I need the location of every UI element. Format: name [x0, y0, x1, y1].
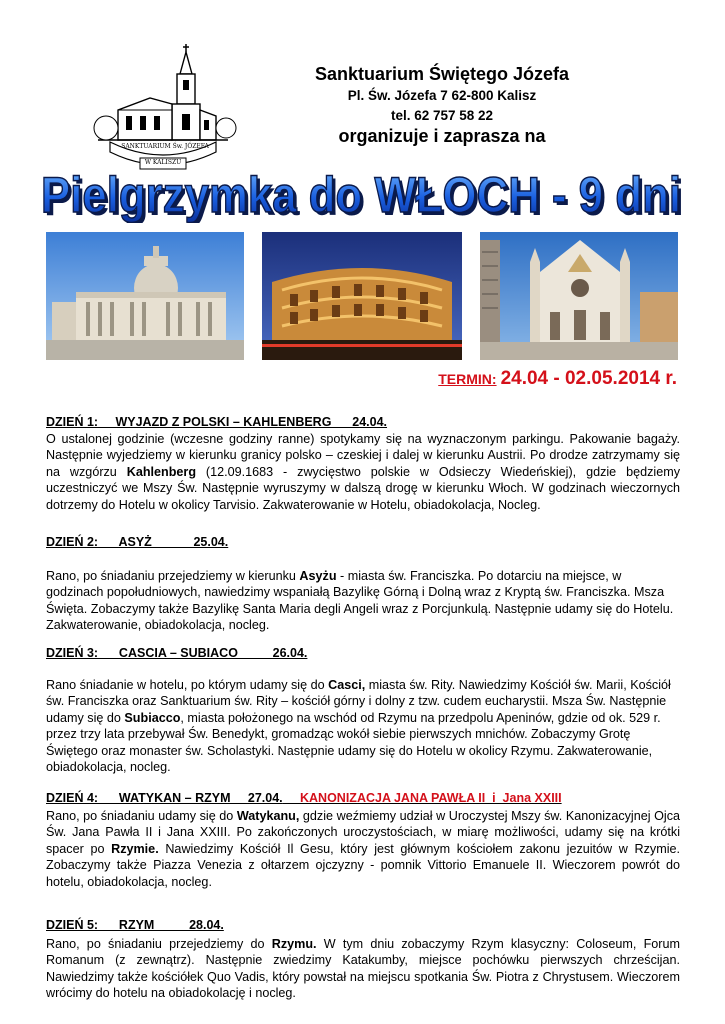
- church-icon: [88, 40, 238, 170]
- sanctuary-phone: tel. 62 757 58 22: [390, 108, 494, 123]
- day-5-heading: DZIEŃ 5: RZYM 28.04.: [46, 918, 224, 932]
- day-2-text: Rano, po śniadaniu przejedziemy w kierunku Asyżu - miasta św. Franciszka. Po dotarciu na miejsce, w godzinach popołudniowych, nawiedzimy wspaniałą Bazylikę Górną i Dolną wraz z Kryptą św. Franciszka. Msza Święta. Zobaczymy także Bazylikę Santa Maria degli Angeli wraz z Porcjunkulą. Następnie udamy się do Hotelu. Zakwaterowanie, obiadokolacja, nocleg.: [46, 569, 674, 633]
- day-3-text: Rano śniadanie w hotelu, po którym udamy się do Casci, miasta św. Rity. Nawiedzimy Kościół św. Marii, Kościół św. Franciszka oraz Sanktuarium św. Rity – kościół górny i dolny z tzw. cudem eucharystii. Msza Św. Następnie udamy się do Subiacco, miasta położonego na wschód od Rzymu na przedpolu Apeninów, gdzie od ok. 529 r. przez trzy lata przebywał Św. Benedykt, gromadząc wokół siebie pierwszych mnichów. Zobaczymy Grotę Świętego oraz monaster św. Scholastyki. Następnie udamy się do Hotelu w okolicy Rzymu. Zakwaterowanie, obiadokolacja, nocleg.: [46, 678, 671, 775]
- day-1-heading: DZIEŃ 1: WYJAZD Z POLSKI – KAHLENBERG 24.04.: [46, 415, 388, 429]
- title-text: Pielgrzymka do WŁOCH - 9 dni: [41, 167, 681, 223]
- st-peters-basilica-photo: [46, 232, 244, 360]
- sanctuary-address: Pl. Św. Józefa 7 62-800 Kalisz: [347, 88, 537, 103]
- siena-cathedral-photo: [480, 232, 678, 360]
- logo-city-text: W KALISZU: [144, 159, 182, 166]
- canonization-label: KANONIZACJA JANA PAWŁA II i Jana XXIII: [300, 791, 562, 805]
- trip-dates: [438, 368, 677, 390]
- termin-value: 24.04 - 02.05.2014 r.: [500, 368, 677, 389]
- day-2-heading: DZIEŃ 2: ASYŻ 25.04.: [46, 535, 229, 549]
- sanctuary-name: Sanktuarium Świętego Józefa: [314, 64, 570, 84]
- day-5-text: Rano, po śniadaniu przejedziemy do Rzymu. W tym dniu zobaczymy Rzym klasyczny: Coloseum, Forum Romanum (z zewnątrz). Następnie zwiedzimy Katakumby, miejsce pochówku pierwszych chrześcijan. Nawiedzimy także kościółek Quo Vadis, który powstał na miejscu spotkania Św. Piotra z Chrystusem. Wieczorem wrócimy do hotelu na obiadokolację i nocleg.: [46, 937, 680, 1001]
- day-4-heading: DZIEŃ 4: WATYKAN – RZYM 27.04. KANONIZACJA JANA PAWŁA II i Jana XXIII: [46, 791, 562, 805]
- termin-label: TERMIN:: [438, 371, 497, 387]
- pilgrimage-title: [30, 165, 695, 223]
- day-1-text: O ustalonej godzinie (wczesne godziny ranne) spotykamy się na wyznaczonym parkingu. Pakowanie bagaży. Następnie wyjedziemy w kierunku granicy polsko – czeskiej i dalej w kierunku Austrii. Po drodze zatrzymamy się na wzgórzu Kahlenberg (12.09.1683 - zwycięstwo polskie w Odsieczy Wiedeńskiej), gdzie będziemy uczestniczyć we Mszy Św. Następnie wyruszymy w dalszą drogę w kierunku Włoch. W godzinach wieczornych dotrzemy do Hotelu w okolicy Tarvisio. Zakwaterowanie w Hotelu, obiadokolacja, Nocleg.: [46, 432, 680, 512]
- colosseum-photo: [262, 232, 462, 360]
- day-4-text: Rano, po śniadaniu udamy się do Watykanu, gdzie weźmiemy udział w Uroczystej Mszy św. Kanonizacyjnej Ojca Św. Jana Pawła II i Jana XXIII. Po zakończonych uroczystościach, w miarę możliwości, udamy się na krótki spacer po Rzymie. Nawiedzimy Kościół Il Gesu, który jest głównym kościołem zakonu jezuitów w Rzymie. Zobaczymy także Piazza Venezia z ołtarzem ojczyzny - pomnik Vittorio Emanuele II. Wieczorem powrót do hotelu, obiadokolacja, nocleg.: [46, 809, 680, 889]
- title-shadow: Pielgrzymka do WŁOCH - 9 dni: [44, 170, 684, 223]
- invitation-line: organizuje i zaprasza na: [338, 126, 546, 146]
- logo-banner-text: SANKTUARIUM Św. JÓZEFA: [121, 143, 209, 150]
- sanctuary-logo: [88, 40, 238, 170]
- day-3-heading: DZIEŃ 3: CASCIA – SUBIACO 26.04.: [46, 646, 308, 660]
